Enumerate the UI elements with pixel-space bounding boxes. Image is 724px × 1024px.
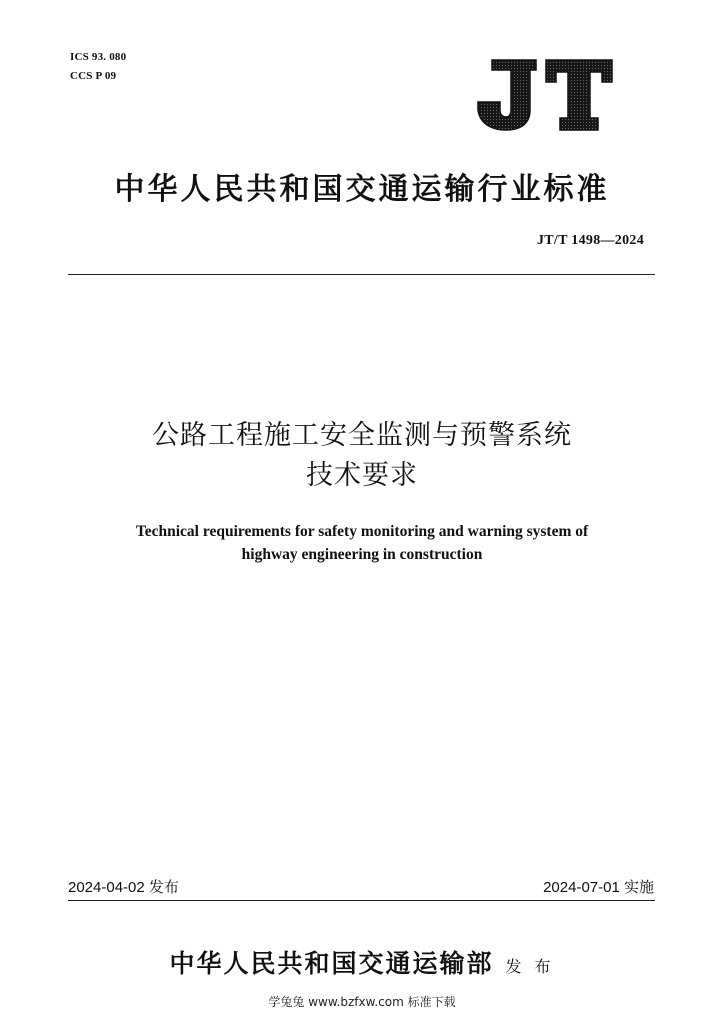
chinese-title-line-1: 公路工程施工安全监测与预警系统 [152, 420, 572, 451]
source-watermark: 学兔兔 www.bzfxw.com 标准下载 [268, 995, 456, 1009]
jt-logo [474, 58, 614, 132]
ccs-code: CCS P 09 [70, 70, 117, 82]
chinese-title-line-2: 技术要求 [306, 460, 418, 491]
english-title-line-1: Technical requirements for safety monitoring and warning system of [135, 523, 589, 540]
industry-standard-title: 中华人民共和国交通运输行业标准 [114, 172, 610, 207]
chinese-title [0, 416, 724, 496]
english-title [0, 520, 724, 566]
footer-divider [68, 900, 655, 901]
issue-date: 2024-04-02 发布 [68, 879, 179, 896]
english-title-line-2: highway engineering in construction [241, 546, 483, 563]
implementation-date: 2024-07-01 实施 [543, 879, 654, 896]
standard-number: JT/T 1498—2024 [536, 233, 644, 248]
publisher-name: 中华人民共和国交通运输部 [169, 949, 494, 978]
classification-codes [70, 48, 126, 86]
publisher-action: 发 布 [505, 957, 555, 976]
publisher-line [0, 944, 724, 980]
ics-code: ICS 93. 080 [70, 51, 127, 63]
header-divider [68, 274, 655, 275]
